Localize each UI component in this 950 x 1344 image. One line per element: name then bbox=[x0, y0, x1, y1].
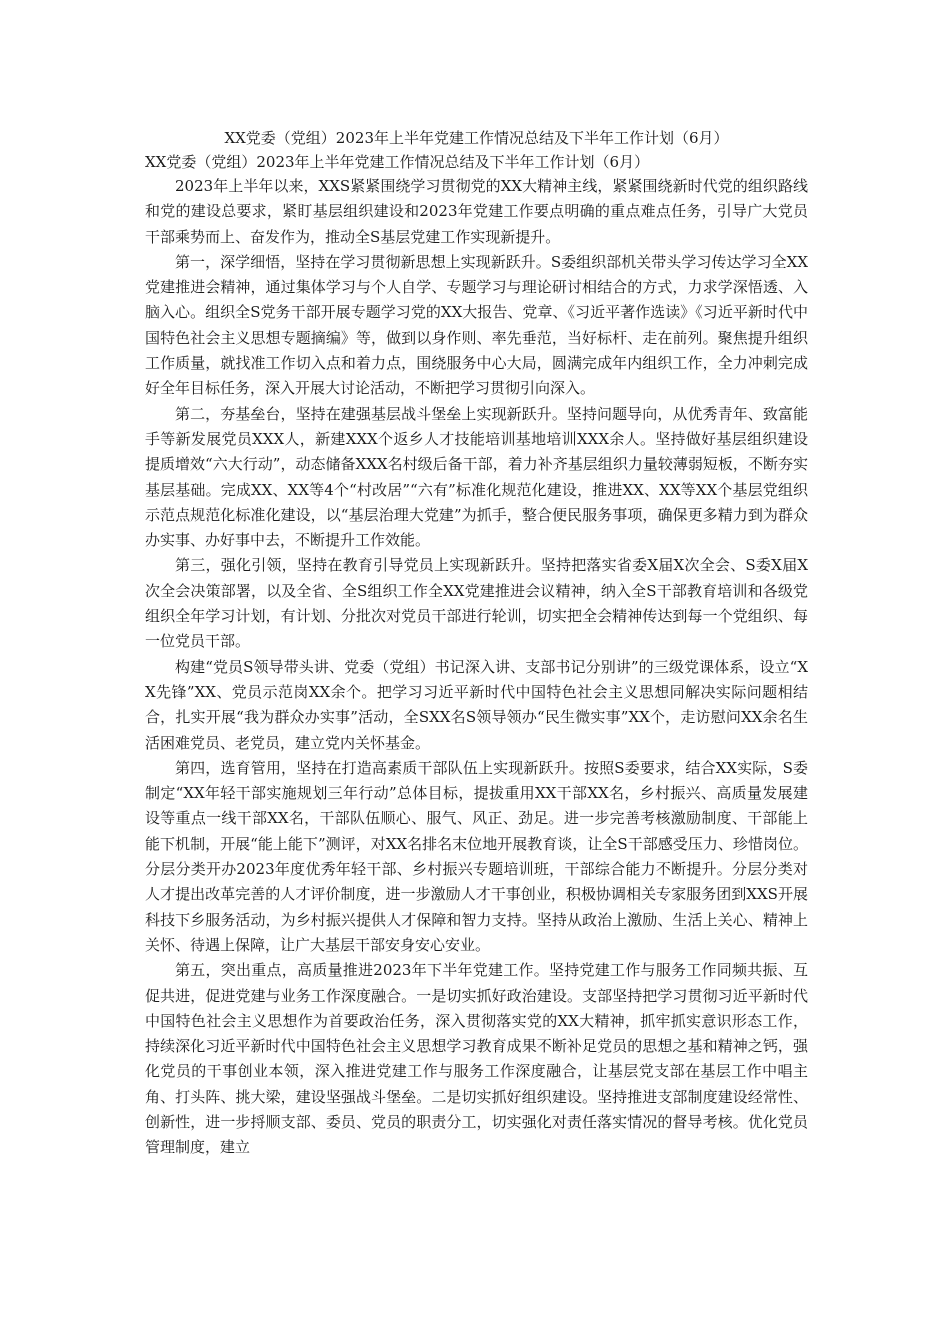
document-title: XX党委（党组）2023年上半年党建工作情况总结及下半年工作计划（6月） bbox=[224, 129, 729, 147]
paragraph: 第一，深学细悟，坚持在学习贯彻新思想上实现新跃升。S委组织部机关带头学习传达学习全XX党建推进会精神，通过集体学习与个人自学、专题学习与理论研讨相结合的方式，力求学深悟透、入脑入心。组织全S党务干部开展专题学习党的XX大报告、党章、《习近平著作选读》《习近平新时代中国特色社会主义思想专题摘编》等，做到以身作则、率先垂范，当好标杆、走在前列。聚焦提升组织工作质量，就找准工作切入点和着力点，围绕服务中心大局，圆满完成年内组织工作，全力冲刺完成好全年目标任务，深入开展大讨论活动，不断把学习贯彻引向深入。 bbox=[145, 252, 808, 398]
document-body bbox=[145, 126, 808, 1161]
paragraph: 构建“党员S领导带头讲、党委（党组）书记深入讲、支部书记分别讲”的三级党课体系，设立“XX先锋”XX、党员示范岗XX余个。把学习习近平新时代中国特色社会主义思想同解决实际问题相结合，扎实开展“我为群众办实事”活动，全SXX名S领导领办“民生微实事”XX个，走访慰问XX余名生活困难党员、老党员，建立党内关怀基金。 bbox=[145, 657, 808, 752]
document-subtitle: XX党委（党组）2023年上半年党建工作情况总结及下半年工作计划（6月） bbox=[145, 153, 650, 171]
paragraph: 第五，突出重点，高质量推进2023年下半年党建工作。坚持党建工作与服务工作同频共振、互促共进，促进党建与业务工作深度融合。一是切实抓好政治建设。支部坚持把学习贯彻习近平新时代中国特色社会主义思想作为首要政治任务，深入贯彻落实党的XX大精神，抓牢抓实意识形态工作，持续深化习近平新时代中国特色社会主义思想学习教育成果不断补足党员的思想之基和精神之钙，强化党员的干事创业本领，深入推进党建工作与服务工作深度融合，让基层党支部在基层工作中唱主角、打头阵、挑大梁，建设坚强战斗堡垒。二是切实抓好组织建设。坚持推进支部制度建设经常性、创新性，进一步捋顺支部、委员、党员的职责分工，切实强化对责任落实情况的督导考核。优化党员管理制度，建立 bbox=[145, 961, 808, 1157]
paragraph: 第三，强化引领，坚持在教育引导党员上实现新跃升。坚持把落实省委X届X次全会、S委X届X次全会决策部署，以及全省、全S组织工作全XX党建推进会议精神，纳入全S干部教育培训和各级党组织全年学习计划，有计划、分批次对党员干部进行轮训，切实把全会精神传达到每一个党组织、每一位党员干部。 bbox=[145, 556, 808, 651]
paragraph: 第四，选育管用，坚持在打造高素质干部队伍上实现新跃升。按照S委要求，结合XX实际，S委制定“XX年轻干部实施规划三年行动”总体目标，提拔重用XX干部XX名，乡村振兴、高质量发展建设等重点一线干部XX名，干部队伍顺心、服气、风正、劲足。进一步完善考核激励制度、干部能上能下机制，开展“能上能下”测评，对XX名排名末位地开展教育谈，让全S干部感受压力、珍惜岗位。分层分类开办2023年度优秀年轻干部、乡村振兴专题培训班，干部综合能力不断提升。分层分类对人才提出改革完善的人才评价制度，进一步激励人才干事创业，积极协调相关专家服务团到XXS开展科技下乡服务活动，为乡村振兴提供人才保障和智力支持。坚持从政治上激励、生活上关心、精神上关怀、待遇上保障，让广大基层干部安身安心安业。 bbox=[145, 758, 808, 954]
paragraph: 2023年上半年以来，XXS紧紧围绕学习贯彻党的XX大精神主线，紧紧围绕新时代党的组织路线和党的建设总要求，紧盯基层组织建设和2023年党建工作要点明确的重点难点任务，引导广大党员干部乘势而上、奋发作为，推动全S基层党建工作实现新提升。 bbox=[145, 177, 808, 246]
paragraph: 第二，夯基垒台，坚持在建强基层战斗堡垒上实现新跃升。坚持问题导向，从优秀青年、致富能手等新发展党员XXX人，新建XXX个返乡人才技能培训基地培训XXX余人。坚持做好基层组织建设提质增效“六大行动”，动态储备XXX名村级后备干部，着力补齐基层组织力量较薄弱短板，不断夯实基层基础。完成XX、XX等4个“村改居”“六有”标准化规范化建设，推进XX、XX等XX个基层党组织示范点规范化标准化建设，以“基层治理大党建”为抓手，整合便民服务事项，确保更多精力到为群众办实事、办好事中去，不断提升工作效能。 bbox=[145, 404, 808, 550]
